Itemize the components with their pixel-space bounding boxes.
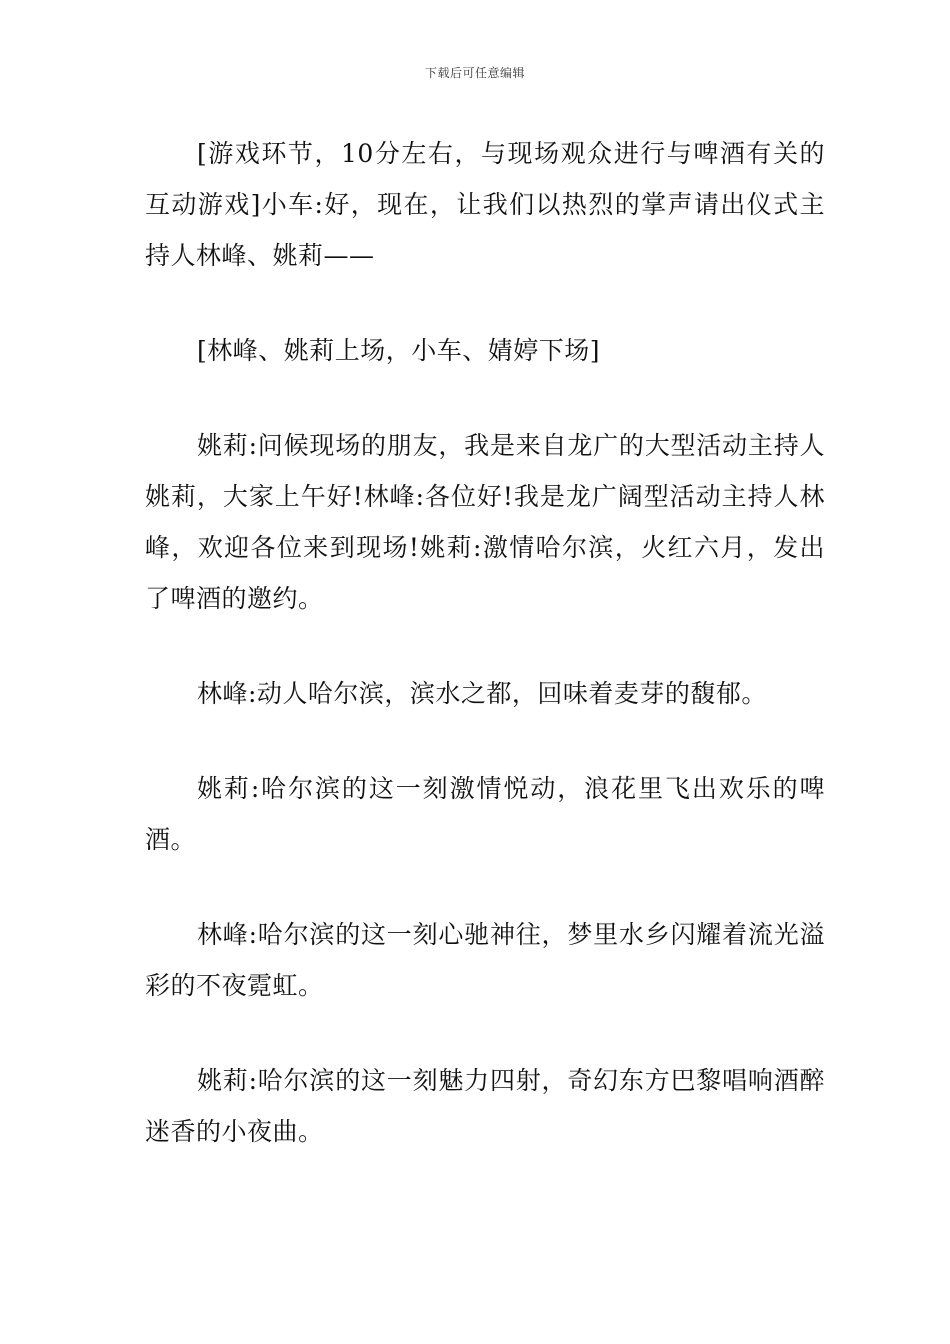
paragraph-linfeng-2: 林峰:哈尔滨的这一刻心驰神往，梦里水乡闪耀着流光溢彩的不夜霓虹。 xyxy=(145,920,825,1000)
paragraph-yaoli-1: 姚莉:哈尔滨的这一刻激情悦动，浪花里飞出欢乐的啤酒。 xyxy=(145,774,825,854)
document-body xyxy=(145,128,825,1201)
paragraph-game-segment: [游戏环节，10分左右，与现场观众进行与啤酒有关的互动游戏]小车:好，现在，让我们以热烈的掌声请出仪式主持人林峰、姚莉—— xyxy=(145,139,825,270)
paragraph-linfeng-1: 林峰:动人哈尔滨，滨水之都，回味着麦芽的馥郁。 xyxy=(197,679,767,708)
page-header-note: 下载后可任意编辑 xyxy=(424,66,525,80)
paragraph-yaoli-2: 姚莉:哈尔滨的这一刻魅力四射，奇幻东方巴黎唱响酒醉迷香的小夜曲。 xyxy=(145,1066,825,1146)
paragraph-stage-direction: [林峰、姚莉上场，小车、婧婷下场] xyxy=(197,336,601,365)
paragraph-greeting: 姚莉:问候现场的朋友，我是来自龙广的大型活动主持人姚莉，大家上午好!林峰:各位好!我是龙广阔型活动主持人林峰，欢迎各位来到现场!姚莉:激情哈尔滨，火红六月，发出了啤酒的邀约。 xyxy=(145,431,825,613)
